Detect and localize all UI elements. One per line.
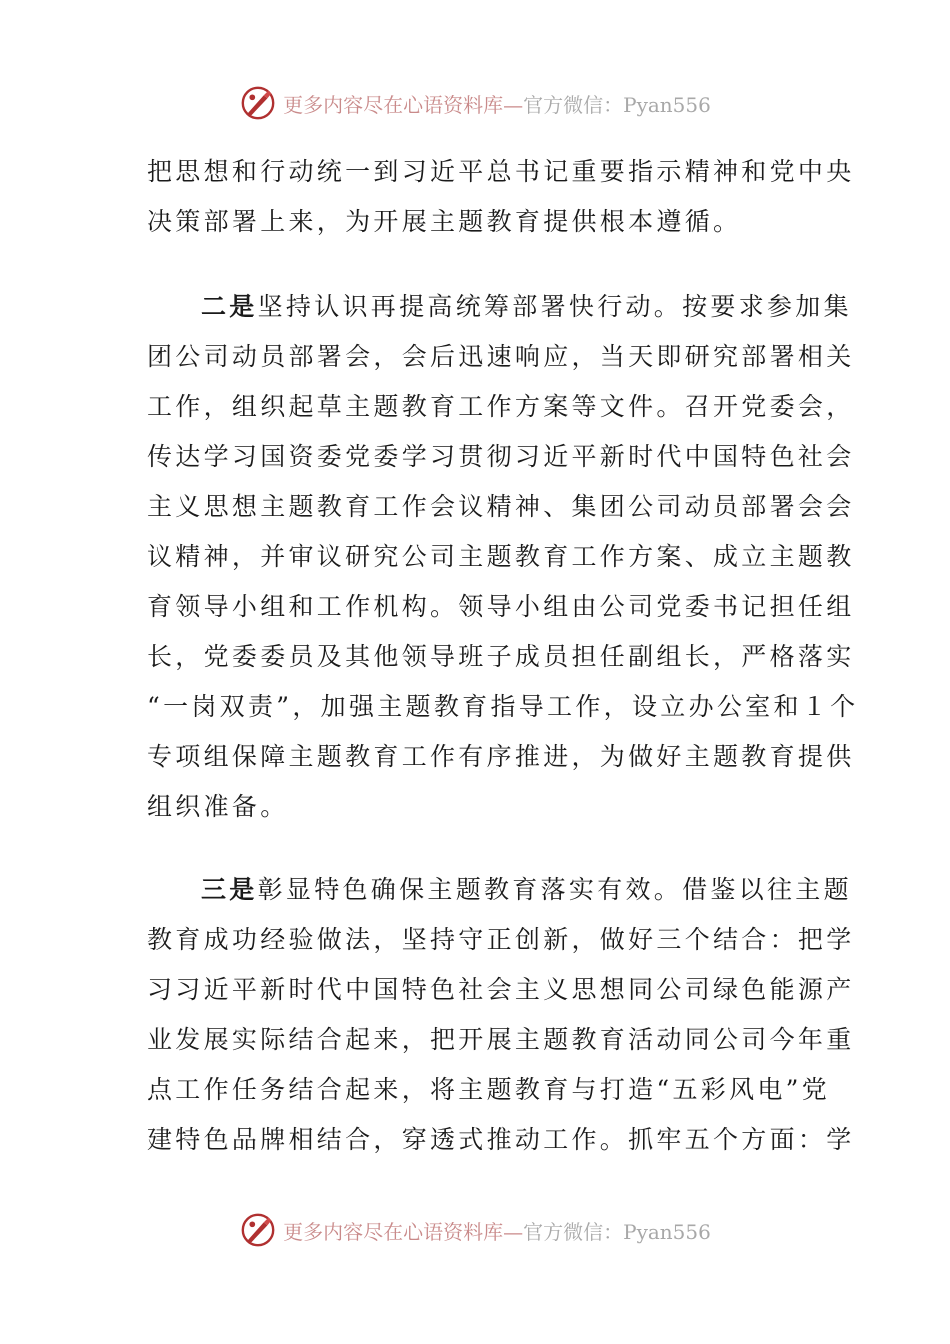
- text-line: “一岗双责”，加强主题教育指导工作，设立办公室和１个: [147, 692, 859, 721]
- paragraph-1: [147, 147, 855, 247]
- text-line: 建特色品牌相结合，穿透式推动工作。抓牢五个方面：学: [147, 1125, 855, 1154]
- paragraph-lead: 二是: [201, 292, 258, 321]
- pen-nib-logo-icon: [239, 84, 277, 122]
- text-line: 教育成功经验做法，坚持守正创新，做好三个结合：把学: [147, 925, 855, 954]
- text-line: 习习近平新时代中国特色社会主义思想同公司绿色能源产: [147, 975, 855, 1004]
- text-line: 决策部署上来，为开展主题教育提供根本遵循。: [147, 207, 742, 236]
- footer-text: 更多内容尽在心语资料库—官方微信：Pyan556: [283, 1219, 711, 1244]
- text-line: 主义思想主题教育工作会议精神、集团公司动员部署会会: [147, 492, 855, 521]
- paragraph-lead: 三是: [201, 875, 258, 904]
- text-line: 三是彰显特色确保主题教育落实有效。借鉴以往主题: [201, 875, 852, 904]
- text-line: 业发展实际结合起来，把开展主题教育活动同公司今年重: [147, 1025, 855, 1054]
- text-line: 长，党委委员及其他领导班子成员担任副组长，严格落实: [147, 642, 855, 671]
- paragraph-3: [147, 865, 855, 1165]
- pen-nib-logo-icon: [239, 1211, 277, 1249]
- paragraph-2: [147, 282, 859, 832]
- header-text: 更多内容尽在心语资料库—官方微信：Pyan556: [283, 92, 711, 117]
- text-line: 把思想和行动统一到习近平总书记重要指示精神和党中央: [147, 157, 855, 186]
- text-line: 传达学习国资委党委学习贯彻习近平新时代中国特色社会: [147, 442, 855, 471]
- text-line: 组织准备。: [147, 792, 289, 821]
- text-line: 工作，组织起草主题教育工作方案等文件。召开党委会，: [147, 392, 855, 421]
- header-banner: [0, 83, 950, 123]
- text-line: 点工作任务结合起来，将主题教育与打造“五彩风电”党: [147, 1075, 831, 1104]
- text-line: 专项组保障主题教育工作有序推进，为做好主题教育提供: [147, 742, 855, 771]
- text-line: 团公司动员部署会，会后迅速响应，当天即研究部署相关: [147, 342, 855, 371]
- text-line: 议精神，并审议研究公司主题教育工作方案、成立主题教: [147, 542, 855, 571]
- footer-banner: [0, 1210, 950, 1250]
- text-line: 二是坚持认识再提高统筹部署快行动。按要求参加集: [201, 292, 852, 321]
- text-line: 育领导小组和工作机构。领导小组由公司党委书记担任组: [147, 592, 855, 621]
